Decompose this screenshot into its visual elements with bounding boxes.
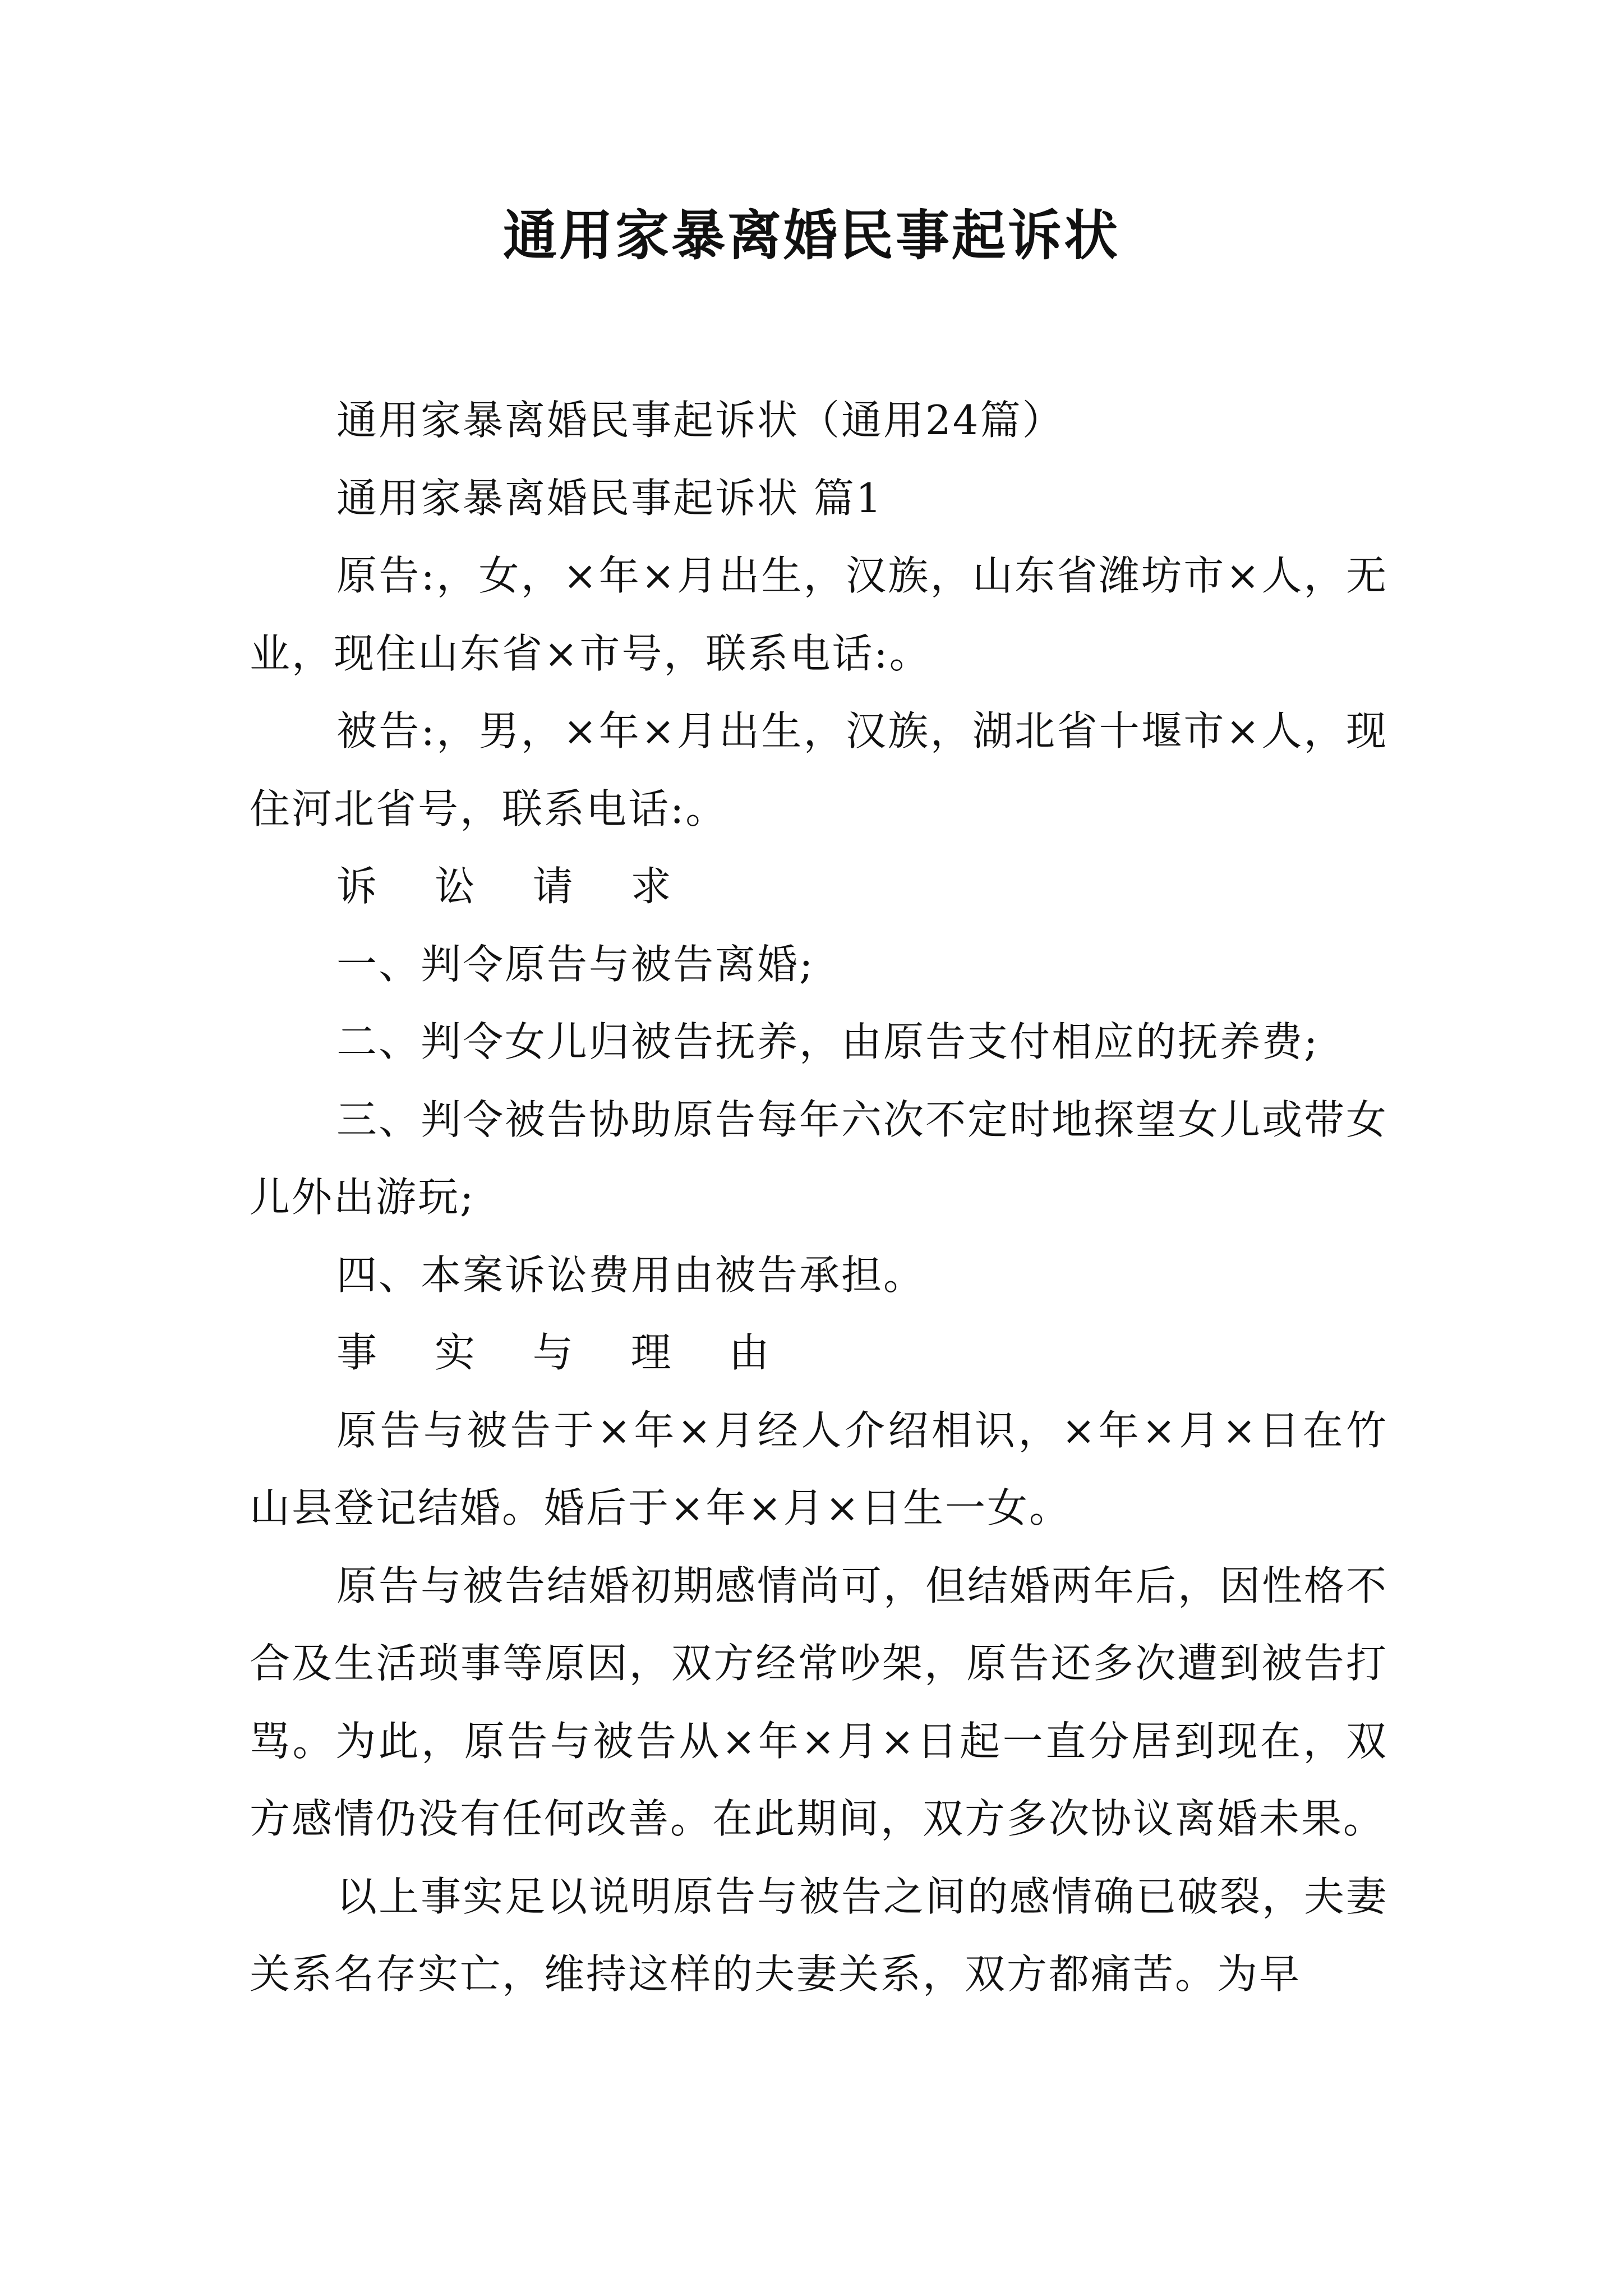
- defendant-info-paragraph: 被告:，男，×年×月出生，汉族，湖北省十堰市×人，现住河北省号，联系电话:。: [250, 707, 1388, 832]
- plaintiff-info-paragraph: 原告:，女，×年×月出生，汉族，山东省潍坊市×人，无业，现住山东省×市号，联系电话:。: [250, 552, 1388, 677]
- subtitle-paragraph: 通用家暴离婚民事起诉状（通用24篇）: [336, 397, 1064, 444]
- claim-item: 四、本案诉讼费用由被告承担。: [336, 1251, 926, 1299]
- section-heading-paragraph: 通用家暴离婚民事起诉状 篇1: [336, 474, 883, 522]
- document-title: 通用家暴离婚民事起诉状: [503, 204, 1120, 267]
- document-body: [250, 381, 1388, 2013]
- claims-heading: 诉 讼 请 求: [336, 863, 694, 910]
- facts-paragraph: 原告与被告于×年×月经人介绍相识，×年×月×日在竹山县登记结婚。婚后于×年×月×日生一女。: [250, 1406, 1388, 1531]
- facts-paragraph: 原告与被告结婚初期感情尚可，但结婚两年后，因性格不合及生活琐事等原因，双方经常吵架，原告还多次遭到被告打骂。为此，原告与被告从×年×月×日起一直分居到现在，双方感情仍没有任何改善。在此期间，双方多次协议离婚未果。: [250, 1562, 1389, 1842]
- claim-item: 一、判令原告与被告离婚;: [336, 940, 815, 988]
- claim-item: 二、判令女儿归被告抚养，由原告支付相应的抚养费;: [336, 1018, 1320, 1065]
- facts-heading: 事 实 与 理 由: [336, 1329, 792, 1376]
- facts-paragraph: 以上事实足以说明原告与被告之间的感情确已破裂，夫妻关系名存实亡，维持这样的夫妻关系，双方都痛苦。为早: [250, 1872, 1389, 1998]
- claim-item: 三、判令被告协助原告每年六次不定时地探望女儿或带女儿外出游玩;: [250, 1096, 1389, 1221]
